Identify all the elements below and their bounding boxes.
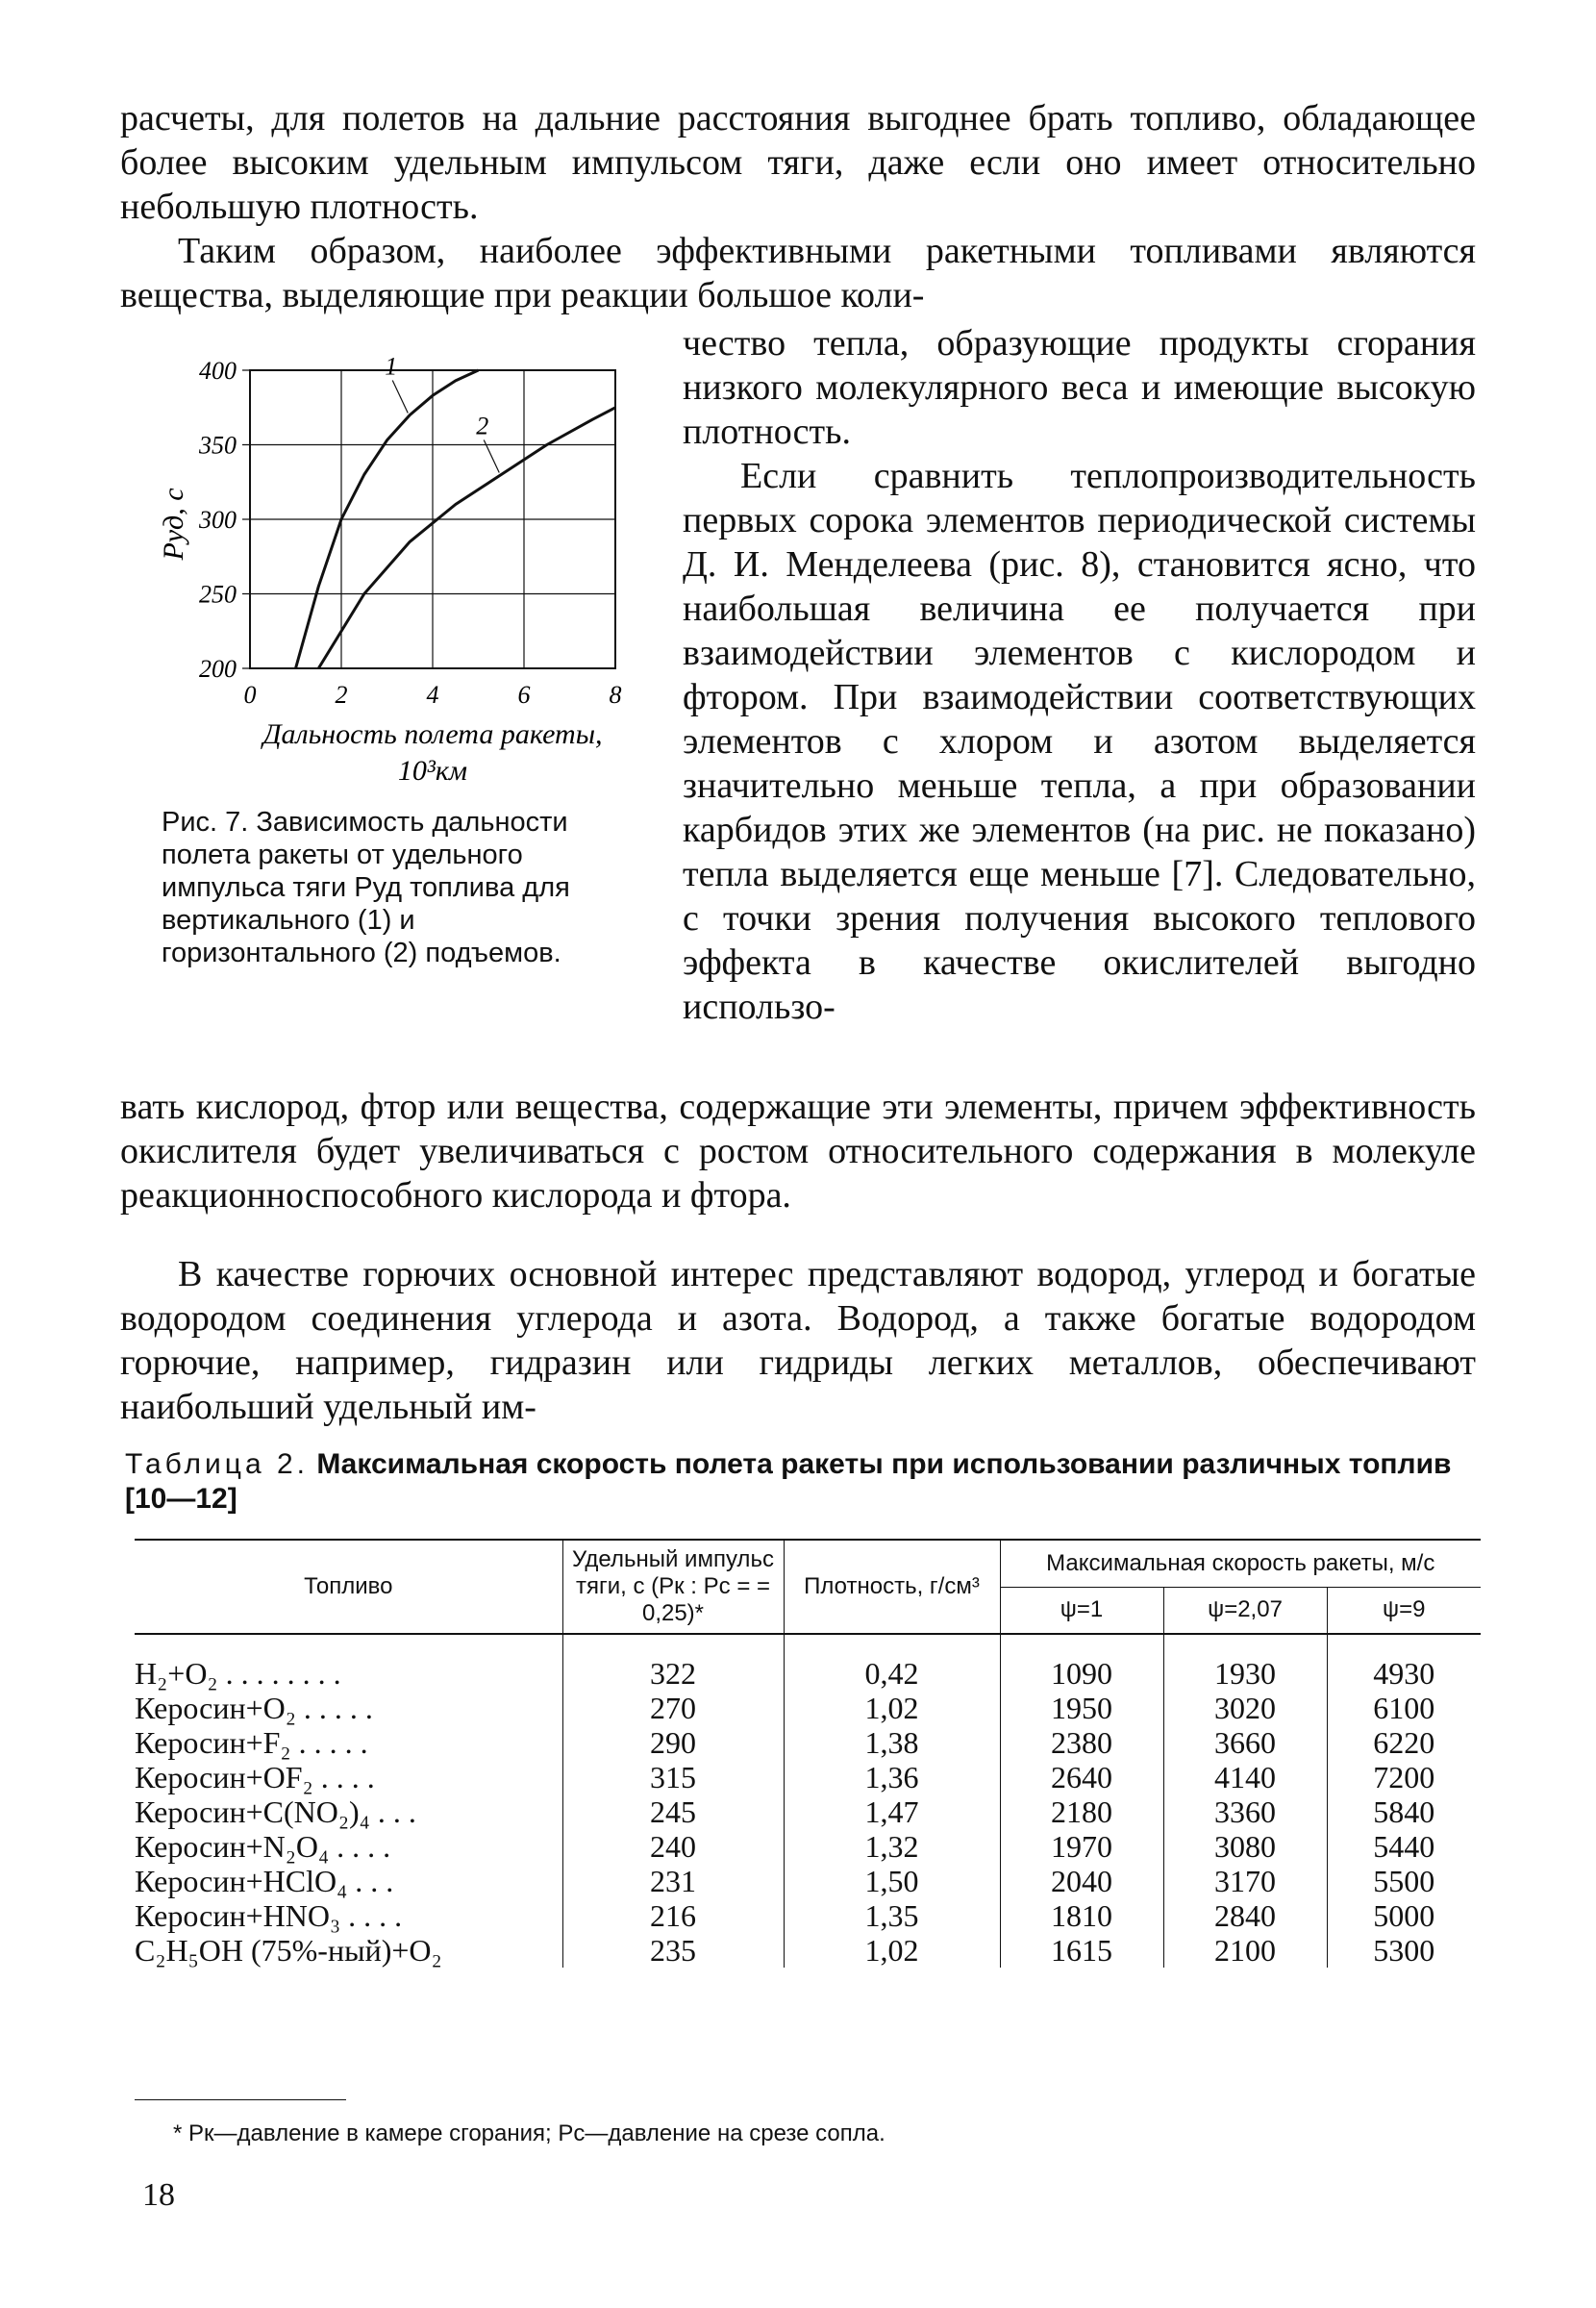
figure-caption: Рис. 7. Зависимость дальности полета ракеты от удельного импульса тяги Pуд топлива для вертикального (1) и горизонтального (2) подъемов.: [162, 807, 570, 968]
table-cell-density: 1,50: [784, 1864, 1000, 1898]
table-cell-v2: 3170: [1163, 1864, 1327, 1898]
table-cell-impulse: 290: [562, 1725, 784, 1760]
table-row: [135, 1725, 1481, 1760]
chart-x-tick-label: 4: [426, 681, 439, 709]
paragraph-side-1: чество тепла, образующие продукты сгорания низкого молекулярного веса и имеющие высокую плотность.: [683, 323, 1476, 452]
header-impulse: Удельный импульс тяги, с (Pк : Pс = = 0,25)*: [562, 1540, 784, 1634]
table-cell-v2: 2840: [1163, 1898, 1327, 1933]
chart-ticks: [198, 357, 622, 709]
table-cell-v3: 5440: [1327, 1829, 1481, 1864]
table-cell-v1: 1810: [1000, 1898, 1163, 1933]
table-cell-density: 1,35: [784, 1898, 1000, 1933]
table-row: [135, 1864, 1481, 1898]
table-cell-v1: 2640: [1000, 1760, 1163, 1794]
chart-y-tick-label: 400: [199, 357, 237, 385]
chart-x-tick-label: 2: [335, 681, 348, 709]
table-row: [135, 1691, 1481, 1725]
table-cell-density: 1,36: [784, 1760, 1000, 1794]
table-cell-v1: 1090: [1000, 1634, 1163, 1691]
table-cell-fuel: Керосин+N₂O₄ . . . .: [135, 1829, 391, 1864]
paragraph-fuels: [120, 1252, 1476, 1429]
table-cell-v3: 6220: [1327, 1725, 1481, 1760]
table-cell-v3: 6100: [1327, 1691, 1481, 1725]
table-cell-density: 0,42: [784, 1634, 1000, 1691]
page-number: 18: [142, 2177, 175, 2213]
paragraph-after-1: вать кислород, фтор или вещества, содержащие эти элементы, причем эффективность окислителя будет увеличиваться с ростом относительного содержания в молекуле реакционноспособного кислорода и фтора.: [120, 1087, 1476, 1216]
table-body: [135, 1634, 1481, 1968]
table-cell-density: 1,02: [784, 1691, 1000, 1725]
table-cell-impulse: 235: [562, 1933, 784, 1968]
table-cell-fuel: Керосин+O₂ . . . . .: [135, 1691, 373, 1725]
chart-x-tick-label: 0: [243, 681, 257, 709]
table-cell-fuel: Керосин+C(NO₂)₄ . . .: [135, 1794, 416, 1829]
header-psi-2: ψ=2,07: [1163, 1587, 1327, 1634]
header-psi-3: ψ=9: [1327, 1587, 1481, 1634]
footnote: * Pк—давление в камере сгорания; Pс—давление на срезе сопла.: [173, 2120, 885, 2146]
chart-y-tick-label: 200: [199, 655, 237, 683]
paragraph-top-2: Таким образом, наиболее эффективными ракетными топливами являются вещества, выделяющие при реакции большое коли-: [120, 231, 1476, 315]
table-cell-density: 1,38: [784, 1725, 1000, 1760]
chart-series-leader: [392, 381, 408, 414]
table-cell-impulse: 322: [562, 1634, 784, 1691]
table-cell-v2: 3660: [1163, 1725, 1327, 1760]
table-cell-fuel: Керосин+OF₂ . . . .: [135, 1760, 375, 1794]
table-cell-v2: 4140: [1163, 1760, 1327, 1794]
table-cell-impulse: 270: [562, 1691, 784, 1725]
table-row: [135, 1829, 1481, 1864]
table-cell-v1: 1970: [1000, 1829, 1163, 1864]
paragraph-after: [120, 1085, 1476, 1217]
chart-y-axis-label: Pуд, с: [158, 488, 189, 561]
table-cell-impulse: 240: [562, 1829, 784, 1864]
table-cell-v3: 5000: [1327, 1898, 1481, 1933]
chart-grid: [242, 370, 615, 668]
chart-y-tick-label: 350: [199, 431, 237, 460]
header-fuel: Топливо: [135, 1540, 562, 1634]
chart-series-label: 2: [476, 412, 489, 440]
table-row: [135, 1634, 1481, 1691]
table-row: [135, 1760, 1481, 1794]
table-cell-impulse: 231: [562, 1864, 784, 1898]
table-cell-impulse: 315: [562, 1760, 784, 1794]
table-cell-fuel: Керосин+F₂ . . . . .: [135, 1725, 368, 1760]
table-cell-v3: 5300: [1327, 1933, 1481, 1968]
table-cell-v3: 5840: [1327, 1794, 1481, 1829]
table-cell-fuel: C₂H₅OH (75%-ный)+O₂: [135, 1933, 442, 1968]
table-row: [135, 1933, 1481, 1968]
table-label: Таблица 2.: [125, 1448, 309, 1480]
table-cell-v3: 4930: [1327, 1634, 1481, 1691]
table-cell-v1: 1950: [1000, 1691, 1163, 1725]
table-cell-v3: 7200: [1327, 1760, 1481, 1794]
table-cell-v2: 3020: [1163, 1691, 1327, 1725]
chart-series-label: 1: [385, 352, 398, 381]
range-vs-impulse-chart: [144, 346, 644, 827]
paragraph-top: [120, 96, 1476, 317]
header-psi-1: ψ=1: [1000, 1587, 1163, 1634]
chart-series-line-2: [318, 408, 615, 668]
table-cell-v2: 1930: [1163, 1634, 1327, 1691]
table-cell-v1: 2380: [1000, 1725, 1163, 1760]
table-cell-v3: 5500: [1327, 1864, 1481, 1898]
table-caption: [125, 1447, 1471, 1517]
table-cell-v2: 3360: [1163, 1794, 1327, 1829]
header-density: Плотность, г/см³: [784, 1540, 1000, 1634]
table-cell-density: 1,02: [784, 1933, 1000, 1968]
table-cell-impulse: 245: [562, 1794, 784, 1829]
table-cell-density: 1,32: [784, 1829, 1000, 1864]
chart-x-tick-label: 8: [609, 681, 622, 709]
table-cell-fuel: Керосин+HClO₄ . . .: [135, 1864, 394, 1898]
table-cell-v1: 2040: [1000, 1864, 1163, 1898]
header-max-speed: Максимальная скорость ракеты, м/с: [1000, 1540, 1481, 1587]
table-cell-fuel: Керосин+HNO₃ . . . .: [135, 1898, 403, 1933]
fuel-speed-table: [135, 1539, 1481, 1968]
chart-series: [296, 353, 616, 669]
table-cell-density: 1,47: [784, 1794, 1000, 1829]
table-row: [135, 1898, 1481, 1933]
paragraph-top-1: расчеты, для полетов на дальние расстояния выгоднее брать топливо, обладающее более высоким удельным импульсом тяги, даже если оно имеет относительно небольшую плотность.: [120, 98, 1476, 227]
chart-y-tick-label: 300: [199, 506, 237, 534]
paragraph-fuels-1: В качестве горючих основной интерес представляют водород, углерод и богатые водородом соединения углерода и азота. Водород, а также богатые водородом горючие, например, гидразин или гидриды легких металлов, обеспечивают наибольший удельный им-: [120, 1254, 1476, 1427]
table-cell-v2: 3080: [1163, 1829, 1327, 1864]
table-row: [135, 1794, 1481, 1829]
chart-x-axis-label: Дальность полета ракеты, 10³км: [262, 718, 603, 787]
paragraph-side: [683, 321, 1476, 1029]
footnote-rule: [135, 2099, 346, 2100]
chart-x-tick-label: 6: [517, 681, 531, 709]
table-cell-fuel: H₂+O₂ . . . . . . . .: [135, 1656, 341, 1691]
table-cell-v1: 2180: [1000, 1794, 1163, 1829]
chart-y-tick-label: 250: [199, 580, 237, 609]
table-title: Максимальная скорость полета ракеты при использовании различных топлив [10—12]: [125, 1448, 1452, 1515]
table-cell-impulse: 216: [562, 1898, 784, 1933]
table-cell-v2: 2100: [1163, 1933, 1327, 1968]
table-cell-v1: 1615: [1000, 1933, 1163, 1968]
paragraph-side-2: Если сравнить теплопроизводительность первых сорока элементов периодической системы Д. И. Менделеева (рис. 8), становится ясно, что наибольшая величина ее получается при взаимодействии элементов с кислородом и фтором. При взаимодействии соответствующих элементов с хлором и азотом выделяется значительно меньше тепла, а при образовании карбидов этих же элементов (на рис. не показано) тепла выделяется еще меньше [7]. Следовательно, с точки зрения получения высокого теплового эффекта в качестве окислителей выгодно использо-: [683, 456, 1476, 1027]
